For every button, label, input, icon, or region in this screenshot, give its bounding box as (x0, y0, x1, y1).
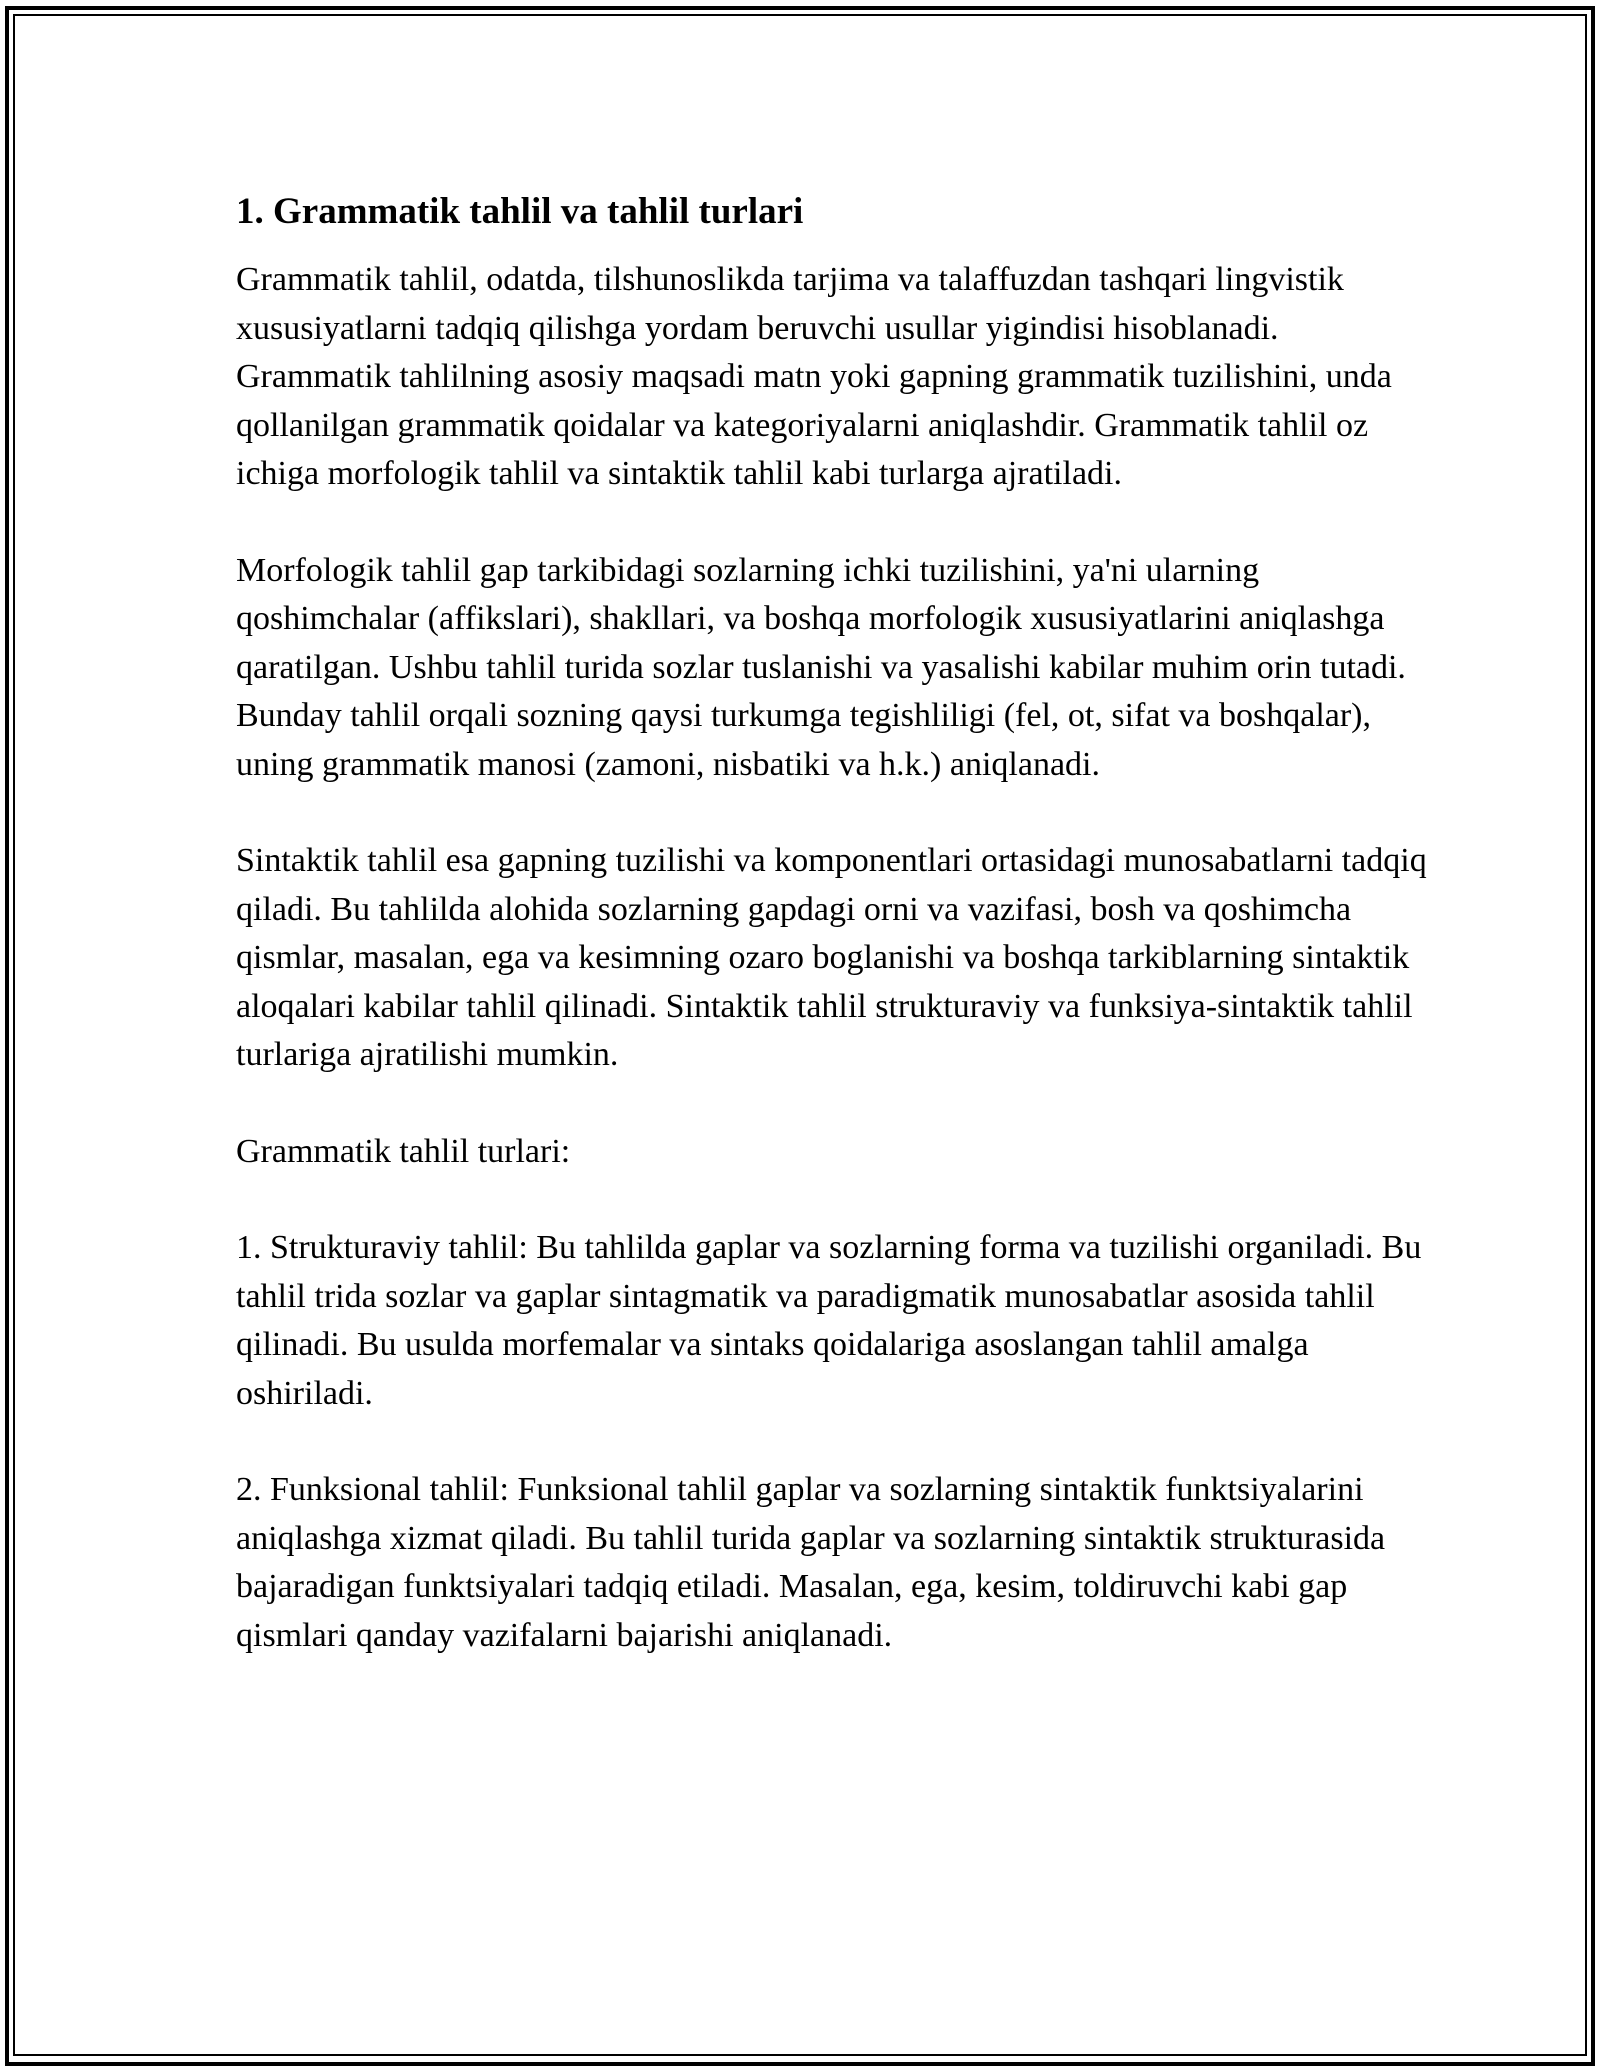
document-body (236, 188, 1436, 1708)
paragraph-functional: 2. Funksional tahlil: Funksional tahlil gaplar va sozlarning sintaktik funktsiyalarini aniqlashga xizmat qiladi. Bu tahlil turida gaplar va sozlarning sintaktik strukturasida bajaradigan funktsiyalari tadqiq etiladi. Masalan, ega, kesim, toldiruvchi kabi gap qismlari qanday vazifalarni bajarishi aniqlanadi. (236, 1471, 1386, 1654)
paragraph-types-heading: Grammatik tahlil turlari: (236, 1132, 571, 1170)
paragraph-intro: Grammatik tahlil, odatda, tilshunoslikda tarjima va talaffuzdan tashqari lingvistik xususiyatlarni tadqiq qilishga yordam beruvchi usullar yigindisi hisoblanadi. Grammatik tahlilning asosiy maqsadi matn yoki gapning grammatik tuzilishini, unda qollanilgan grammatik qoidalar va kategoriyalarni aniqlashdir. Grammatik tahlil oz ichiga morfologik tahlil va sintaktik tahlil kabi turlarga ajratiladi. (236, 261, 1392, 492)
paragraph-morphology: Morfologik tahlil gap tarkibidagi sozlarning ichki tuzilishini, ya'ni ularning qoshimchalar (affikslari), shakllari, va boshqa morfologik xususiyatlarini aniqlashga qaratilgan. Ushbu tahlil turida sozlar tuslanishi va yasalishi kabilar muhim orin tutadi. Bunday tahlil orqali sozning qaysi turkumga tegishliligi (fel, ot, sifat va boshqalar), uning grammatik manosi (zamoni, nisbatiki va h.k.) aniqlanadi. (236, 551, 1406, 783)
paragraph-structural: 1. Strukturaviy tahlil: Bu tahlilda gaplar va sozlarning forma va tuzilishi organiladi. Bu tahlil trida sozlar va gaplar sintagmatik va paradigmatik munosabatlar asosida tahlil qilinadi. Bu usulda morfemalar va sintaks qoidalariga asoslangan tahlil amalga oshiriladi. (236, 1229, 1422, 1412)
paragraph-syntax: Sintaktik tahlil esa gapning tuzilishi va komponentlari ortasidagi munosabatlarni tadqiq qiladi. Bu tahlilda alohida sozlarning gapdagi orni va vazifasi, bosh va qoshimcha qismlar, masalan, ega va kesimning ozaro boglanishi va boshqa tarkiblarning sintaktik aloqalari kabilar tahlil qilinadi. Sintaktik tahlil strukturaviy va funksiya-sintaktik tahlil turlariga ajratilishi mumkin. (236, 842, 1427, 1073)
section-heading: 1. Grammatik tahlil va tahlil turlari (236, 191, 804, 232)
